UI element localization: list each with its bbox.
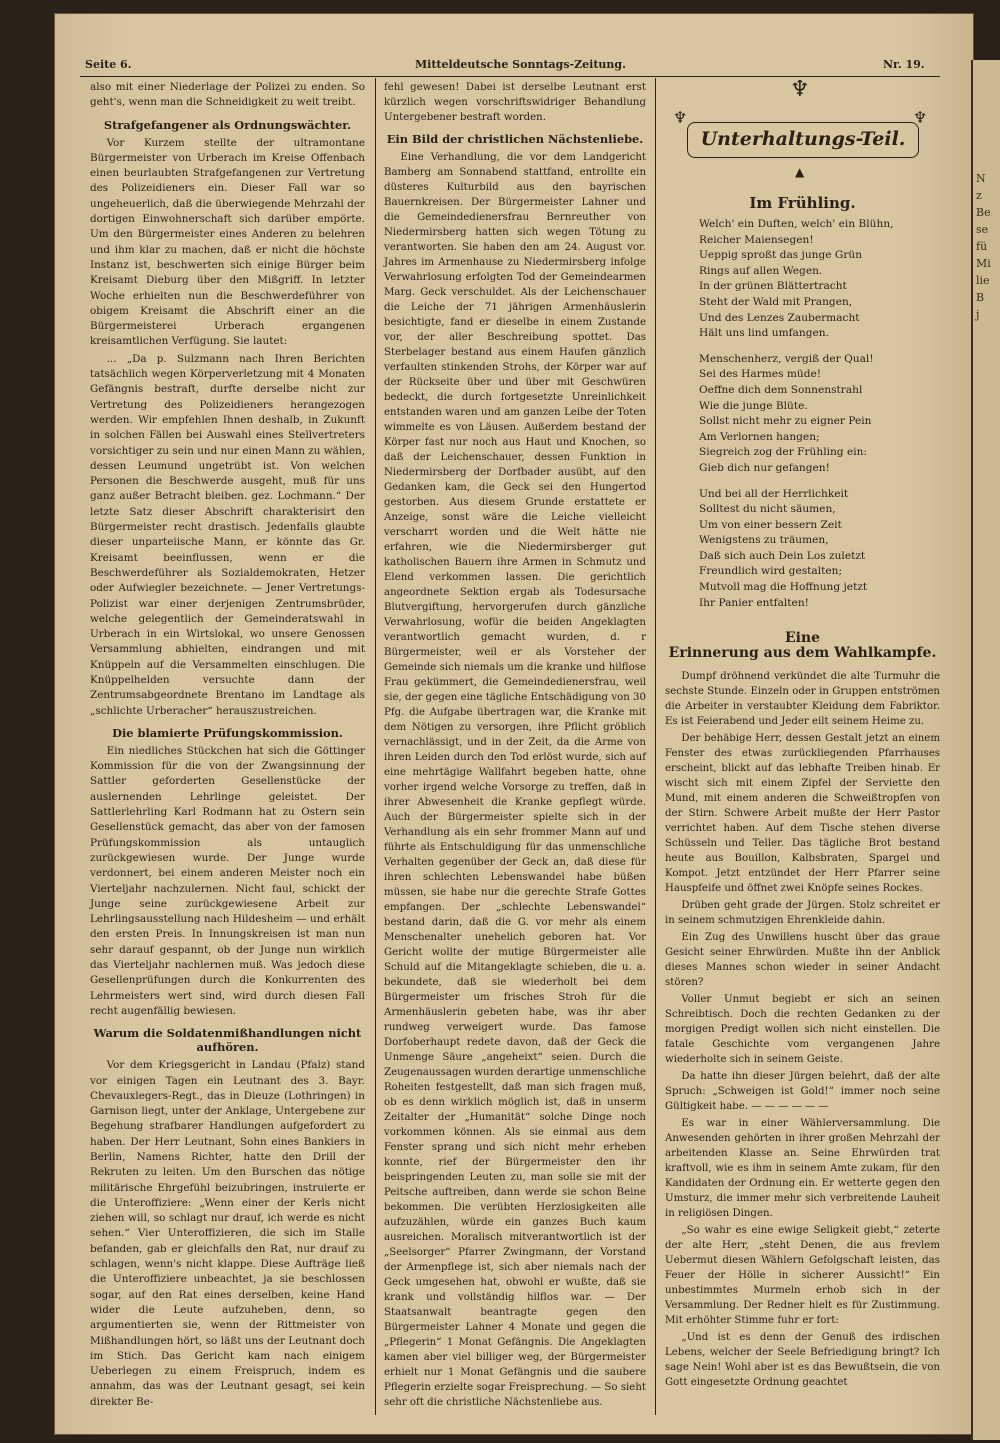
- poem-line: Hält uns lind umfangen.: [699, 327, 829, 340]
- column-2: [384, 80, 646, 1412]
- article-paragraph: Vor dem Kriegsgericht in Landau (Pfalz) stand vor einigen Tagen ein Leutnant des 3. Bayr. Chevauxlegers-Regt., das in Dieuze (Lothringen) in Garnison liegt, unter der Anklage, Untergebene zur Begehung strafbarer Handlungen aufgefordert zu haben. Der Herr Leutnant, Sohn eines Bankiers in Berlin, Namens Richter, hatte den Drill der Rekruten zu leiten. Um den Burschen das nötige militärische Ehrgefühl beizubringen, instruierte er die Unteroffiziere: „Wenn einer der Kerls nicht ziehen will, so schlagt nur drauf, ich werde es nicht sehen.“ Vier Unteroffizieren, die sich im Stalle befanden, gab er gleichfalls den Rat, nur drauf zu schlagen, wenn's nicht klappe. Diese Aufträge ließ die Unteroffiziere unbeachtet, ja sie beschlossen sogar, auf den Rat eines derselben, keine Hand wider die Leute aufzuheben, denn, so argumentierten sie, wenn der Rittmeister von Mißhandlungen hört, so läßt uns der Leutnant doch im Stich. Das Gericht kam nach einigem Ueberlegen zu einem Freispruch, indem es annahm, das was der Leutnant gesagt, sei kein direkter Be-: [90, 1059, 365, 1408]
- poem-stanza: [699, 352, 940, 477]
- article-title: Die blamierte Prüfungskommission.: [112, 725, 343, 740]
- poem-line: Menschenherz, vergiß der Qual!: [699, 352, 874, 365]
- poem-line: Oeffne dich dem Sonnenstrahl: [699, 383, 863, 396]
- poem-line: Mutvoll mag die Hoffnung jetzt: [699, 581, 868, 594]
- page-number: Seite 6.: [85, 58, 132, 71]
- poem-line: Reicher Maiensegen!: [699, 233, 814, 246]
- section-title: Unterhaltungs-Teil.: [700, 128, 906, 150]
- poem-line: Solltest du nicht säumen,: [699, 503, 836, 516]
- lamp-ornament-icon: ♆: [913, 108, 928, 127]
- poem-line: Rings auf allen Wegen.: [699, 264, 823, 277]
- column-divider: [375, 78, 376, 1415]
- poem-line: Und des Lenzes Zaubermacht: [699, 311, 860, 324]
- story-paragraph: Voller Unmut begiebt er sich an seinen Schreibtisch. Doch die rechten Gedanken zu der morgigen Predigt wollen sich nicht einstellen. Die fatale Geschichte vom vergangenen Jahre wiederholte sich in seinem Geiste.: [665, 994, 940, 1066]
- adjacent-page-text: N z Be se fü Mi lie B j: [976, 172, 991, 321]
- article-paragraph: Eine Verhandlung, die vor dem Landgericht Bamberg am Sonnabend stattfand, entrollte ein düsteres Kulturbild aus den bayrischen Bauernkreisen. Der Bürgermeister Lahner und die Gemeindedienersfrau Bernreuther von Niedermirsberg hatten sich wegen Tötung zu verantworten. Sie haben den am 24. August vor. Jahres im Armenhause zu Niedermirsberg infolge Verwahrlosung erfolgten Tod der Gemeindearmen Marg. Geck verschuldet. Als der Leichenschauer die Leiche der 71 jährigen Armenhäuslerin besichtigte, fand er dieselbe in einem Zustande vor, der aller Beschreibung spottet. Das Sterbelager bestand aus einem Haufen gänzlich verfaulten stinkenden Strohs, der Körper war auf der Rückseite über und über mit Geschwüren bedeckt, die durch fortgesetzte Unreinlichkeit entstanden waren und am ganzen Leibe der Toten wimmelte es von Läusen. Außerdem bestand der Körper fast nur noch aus Haut und Knochen, so daß der Leichenschauer, dessen Funktion in Niedermirsberg der Dorfbader ausübt, auf den Gedanken kam, die Geck sei den Hungertod gestorben. Aus diesem Grunde erstattete er Anzeige, sonst wäre die Leiche vielleicht verscharrt worden und die Welt hätte nie erfahren, wie die Niedermirsberger gut katholischen Bauern ihre Armen in Schmutz und Elend verkommen lassen. Die gerichtlich angeordnete Sektion ergab als Todesursache Blutvergiftung, hervorgerufen durch gänzliche Verwahrlosung, wofür die beiden Angeklagten verantwortlich gemacht wurden, d. r Bürgermeister, weil er als Vorsteher der Gemeinde sich niemals um die kranke und hilflose Frau gekümmert, die Gemeindedienersfrau, weil sie, der gegen eine tägliche Entschädigung von 30 Pfg. die Aufgabe übertragen war, die Kranke mit dem Nötigen zu versorgen, ihre Pflicht gröblich vernachlässigt, und in der Zeit, da die Arme von ihren Leiden durch den Tod erlöst wurde, sich auf eine mehrtägige Wallfahrt begeben hatte, ohne vorher irgend welche Vorsorge zu treffen, daß in ihrer Abwesenheit die Kranke gepflegt würde. Auch der Bürgermeister spielte sich in der Verhandlung als ein sehr frommer Mann auf und führte als Entschuldigung für das unmenschliche Verhalten gegenüber der Geck an, daß diese für ihren schlechten Lebenswandel habe büßen müssen, sie habe nur die gerechte Strafe Gottes empfangen. Der „schlechte Lebenswandel“ bestand darin, daß die G. vor mehr als einem Menschenalter unehelich geboren hat. Vor Gericht wollte der mutige Bürgermeister alle Schuld auf die Mitangeklagte schieben, die u. a. bekundete, daß sie wiederholt bei dem Bürgermeister um frisches Stroh für die Armenhäuslerin gebeten habe, was ihr aber rundweg verweigert wurde. Das famose Dorfoberhaupt redete davon, daß der Geck die Unmenge Säure „angeheixt“ seien. Durch die Zeugenaussagen wurden derartige unmenschliche Roheiten festgestellt, daß man sich fragen muß, ob es denn wirklich möglich ist, daß in unserm Zeitalter der „Humanität“ solche Dinge noch vorkommen können. Als sie einmal aus dem Fenster sprang und sich nicht mehr erheben konnte, rief der Bürgermeister den ihr beispringenden Leuten zu, man solle sie mit der Peitsche auftreiben, dann werde sie schon Beine bekommen. Die verübten Herzlosigkeiten alle aufzuzählen, würde ein ganzes Buch kaum ausreichen. Moralisch mitverantwortlich ist der „Seelsorger“ Pfarrer Zwingmann, der Vorstand der Armenpflege ist, sich aber niemals nach der Geck umgesehen hat, obwohl er wußte, daß sie krank und vollständig hilflos war. — Der Staatsanwalt beantragte gegen den Bürgermeister Lahner 4 Monate und gegen die „Pflegerin“ 1 Monat Gefängnis. Die Angeklagten kamen aber viel billiger weg, der Bürgermeister erhielt nur 1 Monat Gefängnis und die saubere Pflegerin erzielte sogar Freisprechung. — So sieht sehr oft die christliche Nächstenliebe aus.: [384, 152, 646, 1408]
- article-title: Strafgefangener als Ordnungswächter.: [103, 117, 352, 132]
- poem-line: Und bei all der Herrlichkeit: [699, 487, 849, 500]
- poem-line: Um von einer bessern Zeit: [699, 518, 842, 531]
- poem-line: In der grünen Blättertracht: [699, 280, 847, 293]
- story-paragraph: „Und ist es denn der Genuß des irdischen Lebens, welcher der Seele Befriedigung bringt? Ich sage Nein! Wohl aber ist es das Bewußtsein, die von Gott eingesetzte Ordnung geachtet: [665, 1332, 940, 1389]
- story-paragraph: Es war in einer Wählerversammlung. Die Anwesenden gehörten in ihrer großen Mehrzahl der arbeitenden Klasse an. Seine Ehrwürden trat kraftvoll, wie es ihm in seinem Amte zukam, für den Kandidaten der Ordnung ein. Er wetterte gegen den Umsturz, die immer mehr sich verbreitende Lauheit in religiösen Dingen.: [665, 1118, 940, 1220]
- story-paragraph: Der behäbige Herr, dessen Gestalt jetzt an einem Fenster des etwas zurückliegenden Pfarrhauses erscheint, blickt auf das lebhafte Treiben hinab. Er wischt sich mit einem Zipfel der Serviette den Mund, mit einem anderen die Schweißtropfen von der Stirn. Schwere Arbeit mußte der Herr Pastor verrichtet haben. Auf dem Tische stehen diverse Schüsseln und Teller. Das tägliche Brot bestand heute aus Bouillon, Kalbsbraten, Spargel und Kompot. Jetzt entzündet der Herr Pfarrer seine Hauspfeife und öffnet zwei Knöpfe seines Rockes.: [665, 733, 940, 895]
- column-divider: [655, 78, 656, 1415]
- poem-line: Ihr Panier entfalten!: [699, 596, 809, 609]
- poem-stanza: [699, 487, 940, 612]
- triangle-ornament-icon: ▲: [795, 165, 805, 179]
- lamp-ornament-icon: ♆: [673, 108, 688, 127]
- poem-line: Welch' ein Duften, welch' ein Blühn,: [699, 218, 894, 230]
- header-rule: [80, 76, 940, 77]
- poem: [665, 217, 940, 611]
- poem-line: Ueppig sproßt das junge Grün: [699, 249, 863, 262]
- poem-line: Freundlich wird gestalten;: [699, 565, 843, 578]
- page-header: [85, 58, 927, 76]
- poem-line: Gieb dich nur gefangen!: [699, 461, 830, 474]
- article-title: Ein Bild der christlichen Nächstenliebe.: [386, 132, 644, 146]
- poem-line: Daß sich auch Dein Los zuletzt: [699, 549, 866, 562]
- newspaper-title: Mitteldeutsche Sonntags-Zeitung.: [415, 58, 626, 71]
- issue-number: Nr. 19.: [883, 58, 925, 71]
- continued-text: fehl gewesen! Dabei ist derselbe Leutnant erst kürzlich wegen vorschriftswidriger Behandlung Untergebener bestraft worden.: [384, 82, 646, 123]
- story-paragraph: Ein Zug des Unwillens huscht über das graue Gesicht seiner Ehrwürden. Mußte ihn der Anblick dieses Mannes schon wieder in seiner Andacht stören?: [665, 932, 940, 989]
- poem-stanza: [699, 217, 940, 342]
- article-title: Warum die Soldatenmißhandlungen nicht aufhören.: [93, 1026, 362, 1055]
- story-title-line-1: Eine: [784, 630, 821, 647]
- poem-title: Im Frühling.: [749, 194, 856, 212]
- article-paragraph: Ein niedliches Stückchen hat sich die Göttinger Kommission für die von der Zwangsinnung der Sattler geforderten Gesellenstücke der auslernenden Lehrlinge geleistet. Der Sattlerlehrling Karl Rodmann hat zu Ostern sein Gesellenstück gemacht, das aber von der famosen Prüfungskommission als untauglich zurückgewiesen wurde. Der Junge wurde verdonnert, bei einem anderen Meister noch ein Vierteljahr nachzulernen. Nicht faul, schickt der Junge seine zurückgewiesene Arbeit zur Lehrlingsausstellung nach Hildesheim — und erhält den ersten Preis. In Innungskreisen ist man nun sehr darauf gespannt, ob der Junge nun wirklich das Vierteljahr nachlernen muß. Was jedoch diese Gesellenprüfungen durch die Konkurrenten des Lehrmeisters wert sind, wird durch diesen Fall recht augenfällig bewiesen.: [90, 744, 365, 1017]
- story-paragraph: „So wahr es eine ewige Seligkeit giebt,“ zeterte der alte Herr, „steht Denen, die aus frevlem Uebermut diesen Wählern Gefolgschaft leisten, das Feuer der Hölle in sicherer Aussicht!“ Ein unbestimmtes Murmeln erhob sich in der Versammlung. Der Redner hielt es für Zustimmung. Mit erhöhter Stimme fuhr er fort:: [665, 1225, 940, 1327]
- poem-line: Am Verlornen hangen;: [699, 430, 820, 443]
- column-1: [90, 80, 365, 1412]
- column-3: [665, 77, 940, 1392]
- poem-line: Sei des Harmes müde!: [699, 368, 822, 381]
- section-banner: [665, 77, 940, 188]
- poem-line: Sollst nicht mehr zu eigner Pein: [699, 415, 872, 428]
- lamp-ornament-icon: ♆: [790, 77, 810, 102]
- adjacent-page-edge: [971, 60, 1000, 1440]
- story-paragraph: Drüben geht grade der Jürgen. Stolz schreitet er in seinem schmutzigen Ehrenkleide dahin.: [665, 900, 940, 927]
- poem-line: Wie die junge Blüte.: [699, 399, 808, 412]
- poem-line: Wenigstens zu träumen,: [699, 534, 829, 547]
- story-title-line-2: Erinnerung aus dem Wahlkampfe.: [668, 645, 937, 662]
- article-paragraph: ... „Da p. Sulzmann nach Ihren Berichten tatsächlich wegen Körperverletzung mit 4 Monaten Gefängnis bestraft, durfte derselbe nicht zur Vertretung des Polizeidieners herangezogen werden. Wir empfehlen Ihnen deshalb, in Zukunft in solchen Fällen bei Auswahl eines Stellvertreters vorsichtiger zu sein und nur einen Mann zu wählen, dessen Leumund ungetrübt ist. Von welchen Personen die Beschwerde ausgeht, muß für uns ganz außer Betracht bleiben. gez. Lochmann.“ Der letzte Satz dieser Abschrift charakterisirt den Bürgermeister recht drastisch. Jedenfalls glaubte dieser unparteiische Mann, er könnte das Gr. Kreisamt beeinflussen, wenn er die Beschwerdeführer als Sozialdemokraten, Hetzer oder Aufwiegler bezeichnete. — Jener Vertretungs-Polizist war einer derjenigen Zentrumsbrüder, welche gelegentlich der Gemeinderatswahl in Urberach in ein Wirtslokal, wo unsere Genossen Versammlung abhielten, eindrangen und mit Knüppeln auf die Versammelten einschlugen. Die Knüppelhelden versuchte dann der Zentrumsabgeordnete Brentano im Landtage als „schlichte Urberacher“ herauszustreichen.: [90, 352, 365, 717]
- story-paragraph: Da hatte ihn dieser Jürgen belehrt, daß der alte Spruch: „Schweigen ist Gold!“ immer noch seine Gültigkeit habe. — — — — — —: [665, 1071, 940, 1113]
- poem-line: Steht der Wald mit Prangen,: [699, 295, 853, 308]
- poem-line: Siegreich zog der Frühling ein:: [699, 446, 867, 459]
- article-paragraph: Vor Kurzem stellte der ultramontane Bürgermeister von Urberach im Kreise Offenbach einen beurlaubten Strafgefangenen zur Vertretung des Polizeidieners ein. Dieser Fall war so ungeheuerlich, daß die überwiegende Mehrzahl der dortigen Einwohnerschaft sich darüber empörte. Um den Bürgermeister eines Anderen zu belehren und ihm klar zu machen, daß er nicht die höchste Instanz ist, beschwerten sich einige Bürger beim Kreisamt Dieburg über den Mißgriff. In letzter Woche erhielten nun die Beschwerdeführer von obigem Kreisamt die Abschrift einer an die Bürgermeisterei Urberach ergangenen kreisamtlichen Verfügung. Sie lautet:: [90, 136, 365, 348]
- continued-text: also mit einer Niederlage der Polizei zu enden. So geht's, wenn man die Schneidigkeit zu weit treibt.: [90, 81, 365, 109]
- story-paragraph: Dumpf dröhnend verkündet die alte Turmuhr die sechste Stunde. Einzeln oder in Gruppen entströmen die Arbeiter in verstaubter Kleidung dem Fabriktor. Es ist Feierabend und Jeder eilt seinem Heime zu.: [665, 671, 940, 728]
